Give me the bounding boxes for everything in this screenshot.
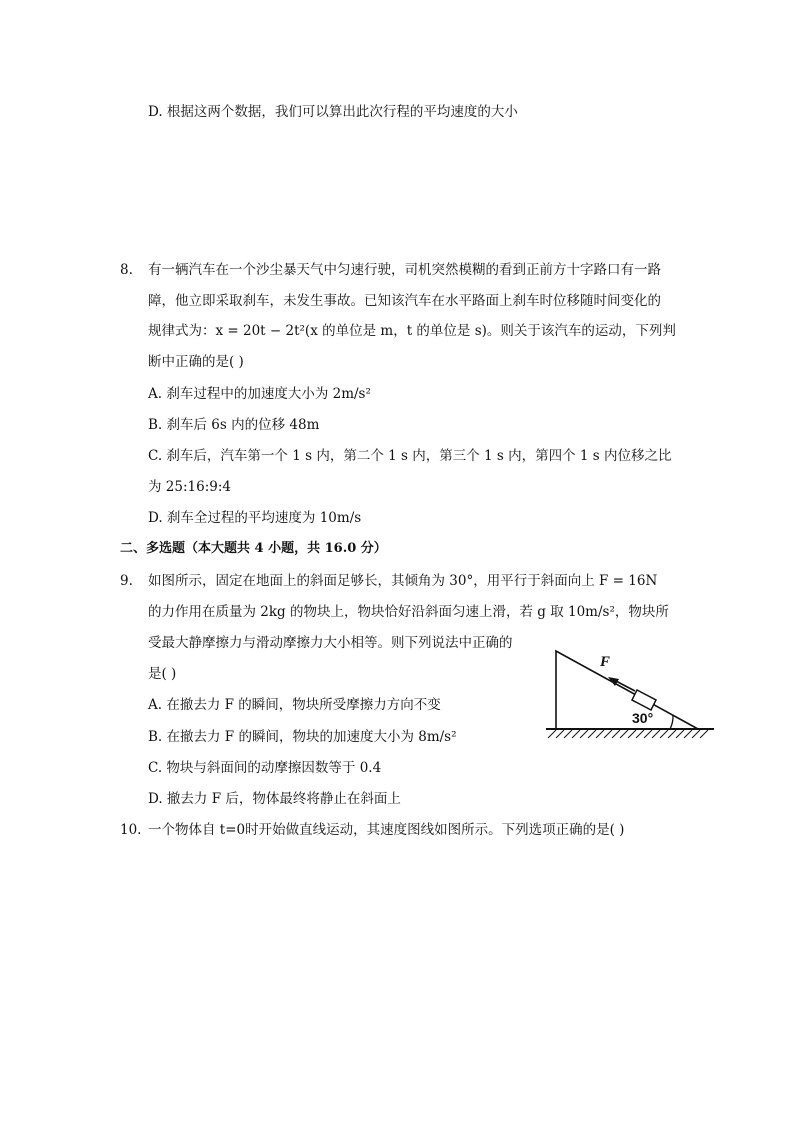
q8-stem-line-1: 有一辆汽车在一个沙尘暴天气中匀速行驶，司机突然模糊的看到正前方十字路口有一路 bbox=[148, 262, 661, 278]
incline-diagram bbox=[540, 643, 716, 747]
force-label: F bbox=[600, 654, 611, 670]
block bbox=[632, 690, 656, 710]
q8-option-a: A. 刹车过程中的加速度大小为 2m/s² bbox=[148, 386, 371, 402]
angle-arc bbox=[670, 715, 673, 729]
q8-number: 8. bbox=[120, 262, 133, 278]
q8-stem-line-2: 障，他立即采取刹车，未发生事故。已知该汽车在水平路面上刹车时位移随时间变化的 bbox=[148, 293, 661, 309]
q9-option-a: A. 在撤去力 F 的瞬间，物块所受摩擦力方向不变 bbox=[148, 697, 441, 713]
q9-stem-line-1: 如图所示，固定在地面上的斜面足够长，其倾角为 30°，用平行于斜面向上 F = 16N bbox=[148, 573, 658, 589]
q8-stem-line-4: 断中正确的是( ) bbox=[148, 354, 244, 370]
force-arrow bbox=[608, 677, 635, 691]
q9-stem-line-3: 受最大静摩擦力与滑动摩擦力大小相等。则下列说法中正确的 bbox=[148, 635, 513, 651]
angle-label: 30° bbox=[632, 710, 654, 726]
q9-number: 9. bbox=[120, 573, 133, 589]
q8-option-c-cont: 为 25:16:9:4 bbox=[148, 479, 231, 495]
q8-stem-line-3: 规律式为：x = 20t − 2t²(x 的单位是 m，t 的单位是 s)。则关于该汽车的运动，下列判 bbox=[148, 323, 676, 339]
q9-option-b: B. 在撤去力 F 的瞬间，物块的加速度大小为 8m/s² bbox=[148, 729, 457, 745]
q10-stem: 一个物体自 t=0时开始做直线运动，其速度图线如图所示。下列选项正确的是( ) bbox=[148, 822, 625, 838]
q8-option-c: C. 刹车后，汽车第一个 1 s 内，第二个 1 s 内，第三个 1 s 内，第四个 1 s 内位移之比 bbox=[148, 448, 672, 464]
q7-option-d: D. 根据这两个数据，我们可以算出此次行程的平均速度的大小 bbox=[148, 104, 518, 120]
incline-triangle bbox=[556, 651, 698, 729]
q10-number: 10. bbox=[120, 822, 142, 838]
section-title: 二、多选题（本大题共 4 小题，共 16.0 分） bbox=[120, 541, 387, 556]
q9-stem-line-4: 是( ) bbox=[148, 666, 177, 682]
q8-option-d: D. 刹车全过程的平均速度为 10m/s bbox=[148, 510, 362, 526]
q9-option-c: C. 物块与斜面间的动摩擦因数等于 0.4 bbox=[148, 760, 382, 776]
q9-stem-line-2: 的力作用在质量为 2kg 的物块上，物块恰好沿斜面匀速上滑，若 g 取 10m/s²，物块所 bbox=[148, 604, 669, 620]
ground-hatching bbox=[548, 730, 708, 738]
q9-option-d: D. 撤去力 F 后，物体最终将静止在斜面上 bbox=[148, 791, 401, 807]
q8-option-b: B. 刹车后 6s 内的位移 48m bbox=[148, 417, 320, 433]
